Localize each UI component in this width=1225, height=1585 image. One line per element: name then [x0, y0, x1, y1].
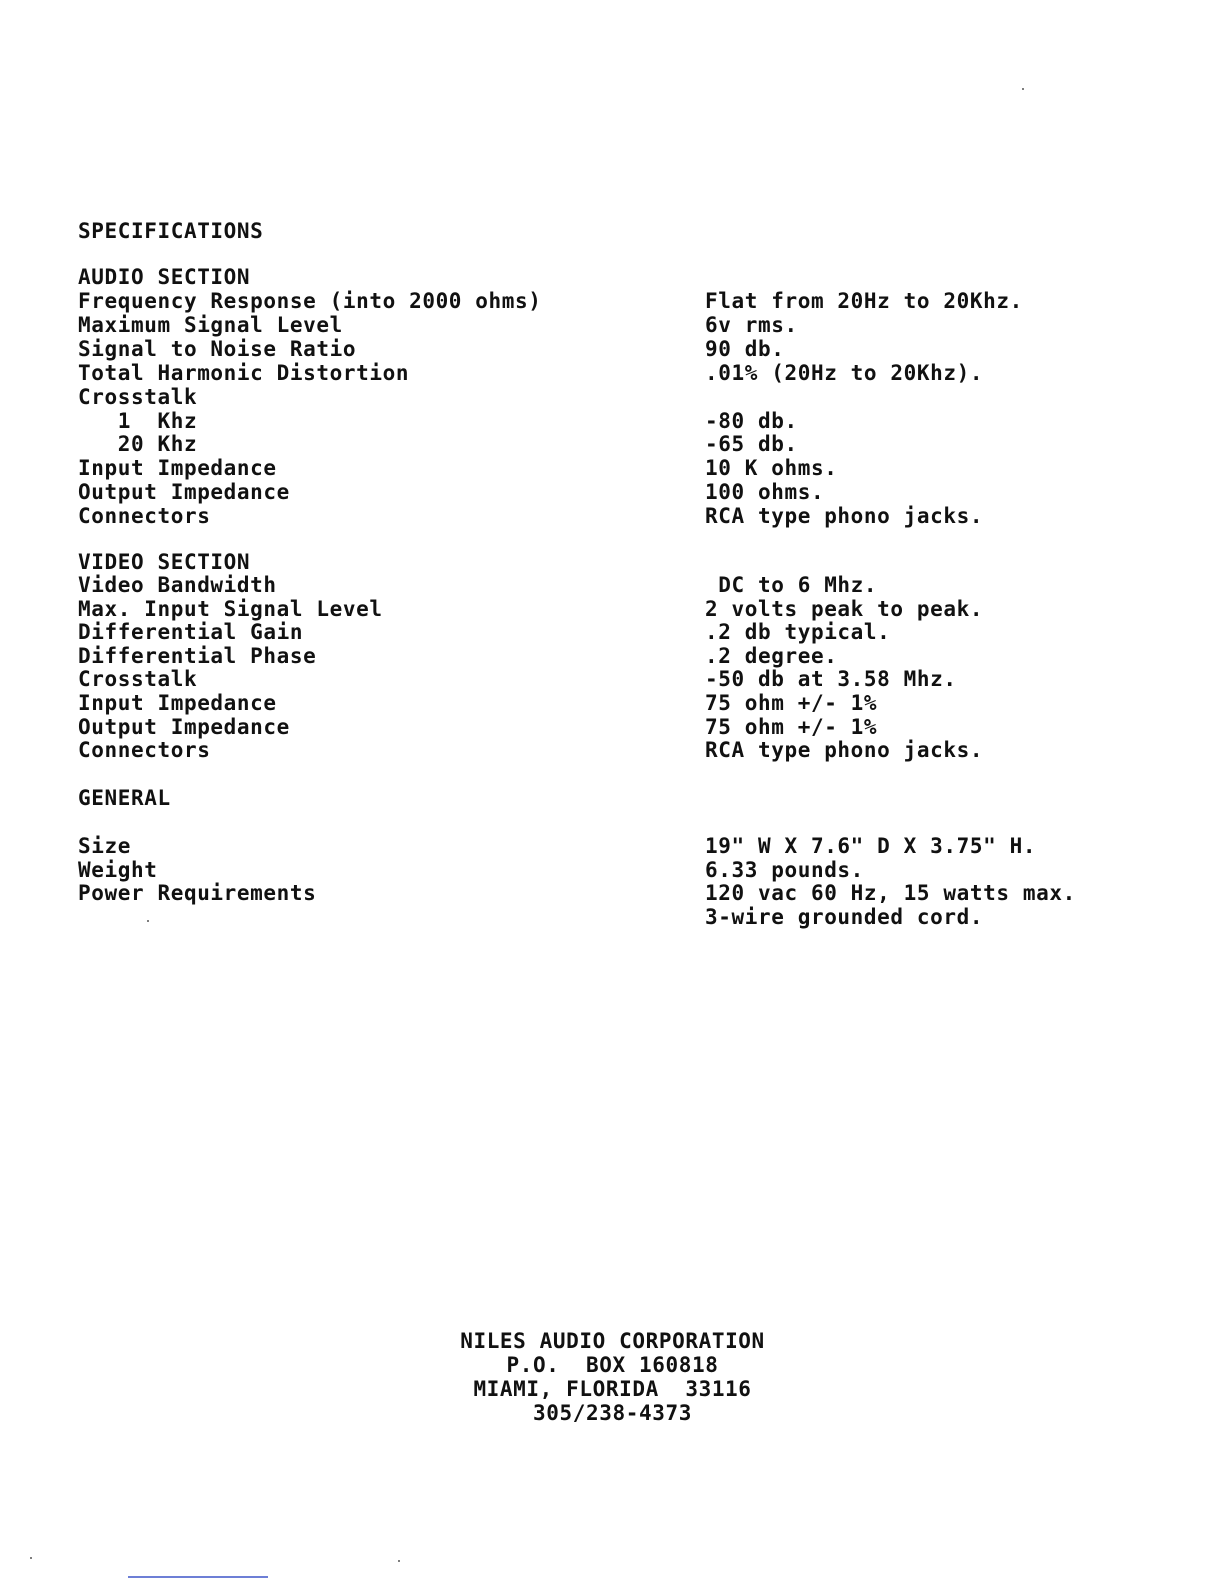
spec-label: Total Harmonic Distortion: [78, 361, 410, 385]
spec-label: Power Requirements: [78, 881, 317, 905]
spec-label: Frequency Response (into 2000 ohms): [78, 289, 542, 313]
spec-label: Output Impedance: [78, 480, 290, 504]
scan-speck: [398, 1560, 400, 1562]
spec-value: 75 ohm +/- 1%: [705, 715, 878, 739]
spec-value: .01% (20Hz to 20Khz).: [705, 361, 984, 385]
company-city: MIAMI, FLORIDA 33116: [473, 1377, 752, 1401]
spec-label: Input Impedance: [78, 456, 277, 480]
spec-label: Connectors: [78, 504, 211, 528]
spec-value: 10 K ohms.: [705, 456, 838, 480]
spec-value: DC to 6 Mhz.: [705, 573, 878, 597]
spec-label: Crosstalk: [78, 667, 198, 691]
spec-value: 100 ohms.: [705, 480, 825, 504]
spec-label: Output Impedance: [78, 715, 290, 739]
spec-value: RCA type phono jacks.: [705, 738, 984, 762]
spec-value: Flat from 20Hz to 20Khz.: [705, 289, 1023, 313]
spec-value: -50 db at 3.58 Mhz.: [705, 667, 957, 691]
spec-label: Signal to Noise Ratio: [78, 337, 357, 361]
spec-value: 19" W X 7.6" D X 3.75" H.: [705, 834, 1037, 858]
spec-label: Differential Phase: [78, 644, 317, 668]
spec-label: 20 Khz: [78, 432, 198, 456]
spec-value: .2 degree.: [705, 644, 838, 668]
scan-speck: [30, 1557, 32, 1559]
spec-value: 6.33 pounds.: [705, 858, 864, 882]
general-section-title: GENERAL: [78, 786, 171, 810]
spec-value: 2 volts peak to peak.: [705, 597, 984, 621]
company-pobox: P.O. BOX 160818: [506, 1353, 719, 1377]
spec-value: .2 db typical.: [705, 620, 891, 644]
spec-value: 75 ohm +/- 1%: [705, 691, 878, 715]
company-name: NILES AUDIO CORPORATION: [460, 1329, 765, 1353]
scan-speck: [1022, 88, 1024, 90]
spec-label: Max. Input Signal Level: [78, 597, 383, 621]
spec-label: 1 Khz: [78, 409, 198, 433]
spec-value: 6v rms.: [705, 313, 798, 337]
spec-value: RCA type phono jacks.: [705, 504, 984, 528]
scan-speck: [147, 920, 149, 922]
spec-label: Differential Gain: [78, 620, 304, 644]
page-heading: SPECIFICATIONS: [78, 219, 264, 243]
audio-section-title: AUDIO SECTION: [78, 265, 251, 289]
spec-label: Input Impedance: [78, 691, 277, 715]
spec-label: Maximum Signal Level: [78, 313, 343, 337]
company-phone: 305/238-4373: [533, 1401, 692, 1425]
spec-value: -65 db.: [705, 432, 798, 456]
spec-label: Size: [78, 834, 131, 858]
spec-value: 90 db.: [705, 337, 785, 361]
video-section-title: VIDEO SECTION: [78, 550, 251, 574]
spec-label: Connectors: [78, 738, 211, 762]
spec-label: Crosstalk: [78, 385, 198, 409]
spec-label: Video Bandwidth: [78, 573, 277, 597]
spec-value: -80 db.: [705, 409, 798, 433]
spec-value: 3-wire grounded cord.: [705, 905, 984, 929]
spec-label: Weight: [78, 858, 158, 882]
scan-mark: [128, 1576, 268, 1578]
spec-value: 120 vac 60 Hz, 15 watts max.: [705, 881, 1076, 905]
